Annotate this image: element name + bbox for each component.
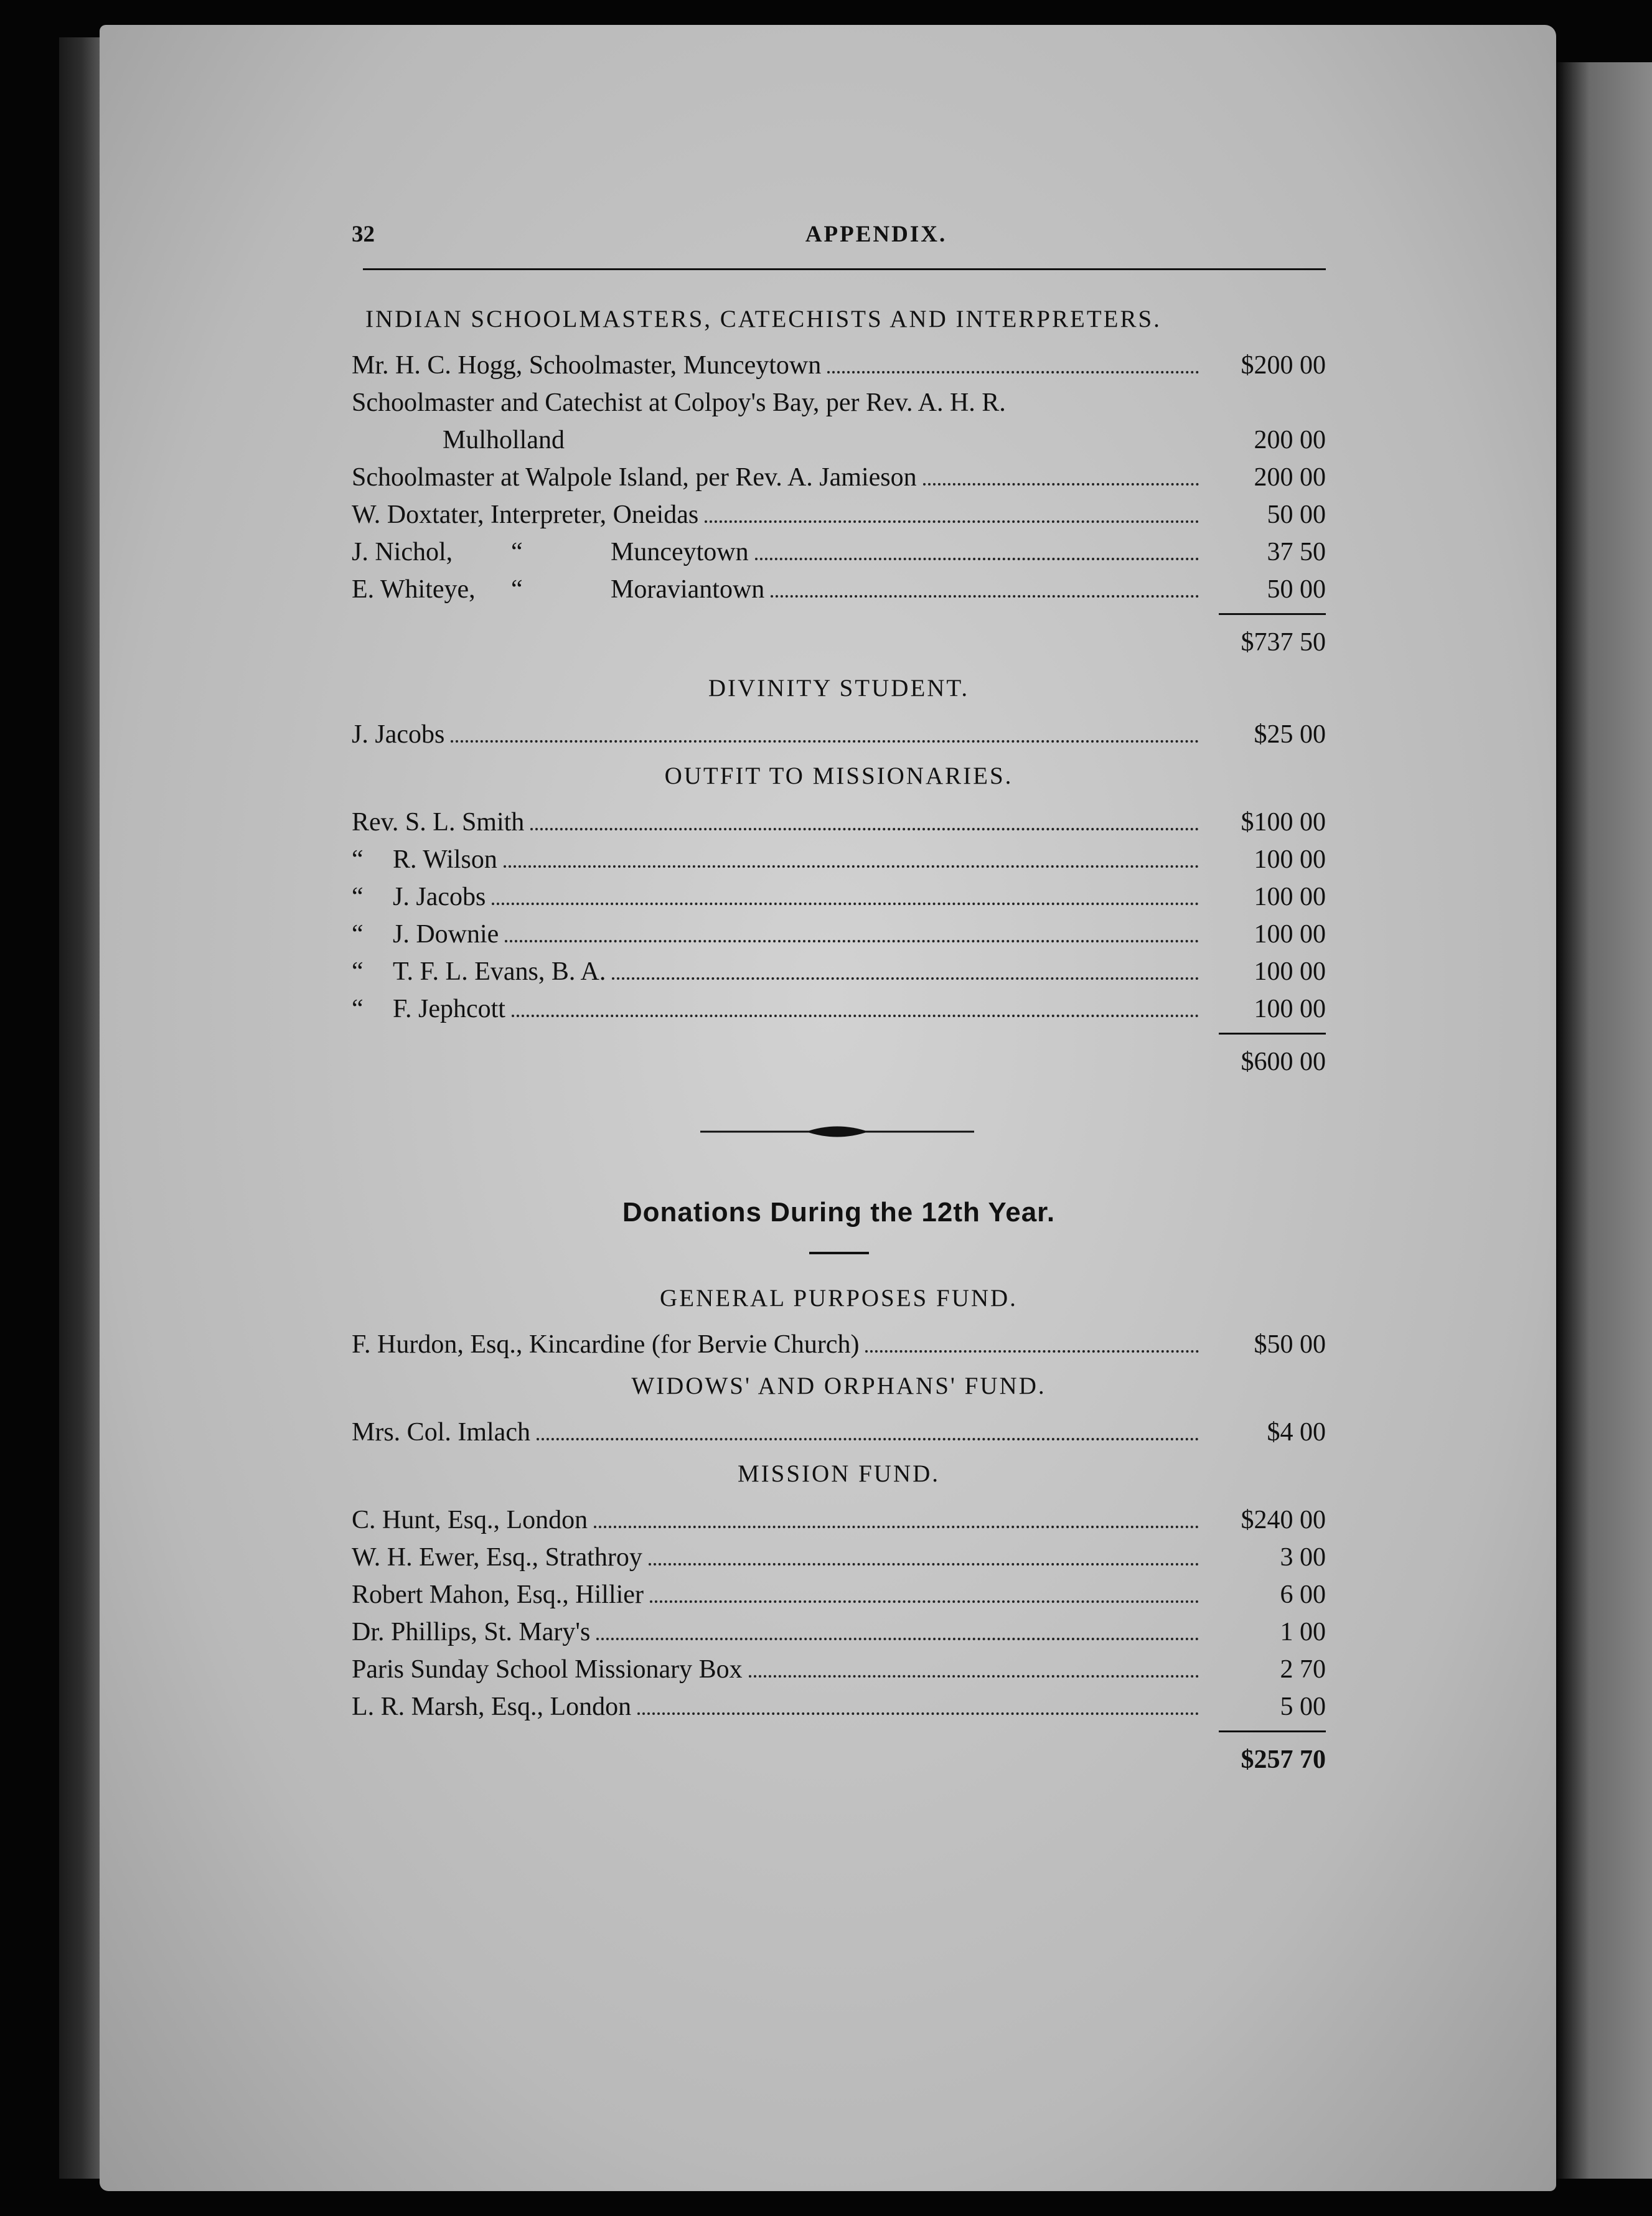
entry-amount: 100 00	[1254, 845, 1326, 874]
entry-amount: 50 00	[1267, 500, 1326, 529]
entry-amount: $240 00	[1241, 1506, 1326, 1534]
entry-name: Robert Mahon, Esq., Hillier	[352, 1580, 644, 1609]
dot-leader	[771, 595, 1199, 598]
ornament-icon	[700, 1122, 974, 1141]
dot-leader	[865, 1350, 1199, 1353]
ditto-mark: “	[511, 575, 523, 604]
running-head: APPENDIX.	[805, 222, 947, 247]
section-total	[352, 1737, 1326, 1783]
dot-leader	[537, 1438, 1199, 1440]
list-item	[352, 347, 1326, 384]
dot-leader	[451, 740, 1199, 743]
list-item	[352, 841, 1326, 878]
page-header	[352, 221, 1326, 268]
entry-name: Dr. Phillips, St. Mary's	[352, 1618, 591, 1646]
entry-amount: 1 00	[1280, 1618, 1326, 1646]
dot-leader	[571, 446, 1199, 448]
dot-leader	[612, 977, 1199, 980]
list-item	[352, 1414, 1326, 1451]
list-item	[352, 953, 1326, 990]
entry-place: Munceytown	[611, 538, 749, 566]
total-amount: $257 70	[1241, 1745, 1326, 1774]
section-heading-mission: MISSION FUND.	[737, 1460, 941, 1487]
entry-name: E. Whiteye,	[352, 575, 476, 604]
list-item	[352, 1688, 1326, 1725]
entry-amount: $100 00	[1241, 808, 1326, 837]
entry-name: Schoolmaster at Walpole Island, per Rev. A. Jamieson	[352, 463, 917, 492]
dot-leader	[755, 558, 1199, 560]
list-item	[352, 990, 1326, 1028]
entry-name: J. Jacobs	[352, 720, 445, 749]
ornament-divider	[352, 1104, 1326, 1178]
dot-leader	[637, 1712, 1199, 1715]
ditto-mark: “	[352, 995, 364, 1023]
entry-place: Moraviantown	[611, 575, 765, 604]
list-item	[352, 533, 1326, 571]
dot-leader	[504, 865, 1199, 868]
total-rule-line	[1219, 1730, 1326, 1737]
entry-amount: 100 00	[1254, 883, 1326, 911]
section-heading-schoolmasters: INDIAN SCHOOLMASTERS, CATECHISTS AND INTERPRETERS.	[365, 306, 1162, 332]
entry-name: J. Downie	[393, 920, 499, 949]
page-content	[352, 221, 1326, 1783]
entry-name: Rev. S. L. Smith	[352, 808, 525, 837]
list-item	[352, 1613, 1326, 1651]
list-item	[352, 496, 1326, 533]
total-amount: $600 00	[1241, 1048, 1326, 1076]
list-item	[352, 1576, 1326, 1613]
entry-amount: 100 00	[1254, 920, 1326, 949]
header-rule	[363, 268, 1326, 270]
list-item	[352, 804, 1326, 841]
dot-leader	[705, 520, 1199, 523]
section-heading-divinity: DIVINITY STUDENT.	[708, 675, 970, 702]
ditto-mark: “	[352, 883, 364, 911]
dot-leader	[492, 903, 1199, 905]
entry-name: Schoolmaster and Catechist at Colpoy's Bay, per Rev. A. H. R.	[352, 388, 1006, 417]
dot-leader	[827, 371, 1199, 373]
ditto-mark: “	[352, 845, 364, 874]
entry-name: C. Hunt, Esq., London	[352, 1506, 588, 1534]
section-heading-outfit: OUTFIT TO MISSIONARIES.	[664, 763, 1013, 789]
list-item	[352, 571, 1326, 608]
list-item	[352, 384, 1326, 421]
entry-name: T. F. L. Evans, B. A.	[393, 957, 606, 986]
entry-name: R. Wilson	[393, 845, 497, 874]
entry-amount: 100 00	[1254, 957, 1326, 986]
entry-name: L. R. Marsh, Esq., London	[352, 1693, 632, 1721]
list-item	[352, 916, 1326, 953]
entry-name: Mr. H. C. Hogg, Schoolmaster, Munceytown	[352, 351, 822, 380]
list-item	[352, 1539, 1326, 1576]
entry-amount: $50 00	[1254, 1330, 1326, 1359]
entry-name: F. Hurdon, Esq., Kincardine (for Bervie Church)	[352, 1330, 860, 1359]
entry-amount: $200 00	[1241, 351, 1326, 380]
entry-amount: $4 00	[1267, 1418, 1326, 1447]
ditto-mark: “	[352, 957, 364, 986]
section-heading-widows: WIDOWS' AND ORPHANS' FUND.	[631, 1373, 1046, 1399]
entry-amount: 200 00	[1254, 426, 1326, 454]
entry-name: W. H. Ewer, Esq., Strathroy	[352, 1543, 642, 1572]
entry-amount: 200 00	[1254, 463, 1326, 492]
page-number: 32	[352, 222, 375, 247]
total-rule-line	[1219, 613, 1326, 619]
entry-name-continuation: Mulholland	[443, 426, 565, 454]
entry-name: F. Jephcott	[393, 995, 505, 1023]
section-total	[352, 1039, 1326, 1085]
list-item	[352, 1326, 1326, 1363]
dot-leader	[594, 1526, 1199, 1528]
list-item	[352, 716, 1326, 753]
entry-amount: 100 00	[1254, 995, 1326, 1023]
dot-leader	[923, 483, 1199, 486]
list-item	[352, 421, 1326, 459]
entry-name: J. Jacobs	[393, 883, 486, 911]
entry-amount: 37 50	[1267, 538, 1326, 566]
dot-leader	[512, 1015, 1199, 1017]
ditto-mark: “	[352, 920, 364, 949]
ditto-mark: “	[511, 538, 523, 566]
entry-amount: $25 00	[1254, 720, 1326, 749]
entry-amount: 50 00	[1267, 575, 1326, 604]
entry-name: J. Nichol,	[352, 538, 453, 566]
entry-amount: 2 70	[1280, 1655, 1326, 1684]
entry-name: Paris Sunday School Missionary Box	[352, 1655, 743, 1684]
total-rule	[352, 1028, 1326, 1039]
short-rule	[809, 1252, 869, 1254]
dot-leader	[596, 1638, 1199, 1640]
total-rule-line	[1219, 1033, 1326, 1039]
section-total	[352, 619, 1326, 665]
dot-leader	[650, 1600, 1199, 1603]
list-item	[352, 878, 1326, 916]
entry-amount: 5 00	[1280, 1693, 1326, 1721]
list-item	[352, 1651, 1326, 1688]
donations-title: Donations During the 12th Year.	[622, 1197, 1056, 1228]
list-item	[352, 459, 1326, 496]
section-heading-general: GENERAL PURPOSES FUND.	[660, 1285, 1018, 1312]
total-rule	[352, 1725, 1326, 1737]
entry-name: W. Doxtater, Interpreter, Oneidas	[352, 500, 699, 529]
list-item	[352, 1501, 1326, 1539]
page-edge-right	[1556, 62, 1652, 2179]
dot-leader	[530, 828, 1199, 830]
entry-amount: 6 00	[1280, 1580, 1326, 1609]
total-amount: $737 50	[1241, 628, 1326, 657]
entry-amount: 3 00	[1280, 1543, 1326, 1572]
dot-leader	[749, 1675, 1199, 1678]
dot-leader	[649, 1563, 1199, 1566]
dot-leader	[505, 940, 1199, 942]
total-rule	[352, 608, 1326, 619]
entry-name: Mrs. Col. Imlach	[352, 1418, 530, 1447]
